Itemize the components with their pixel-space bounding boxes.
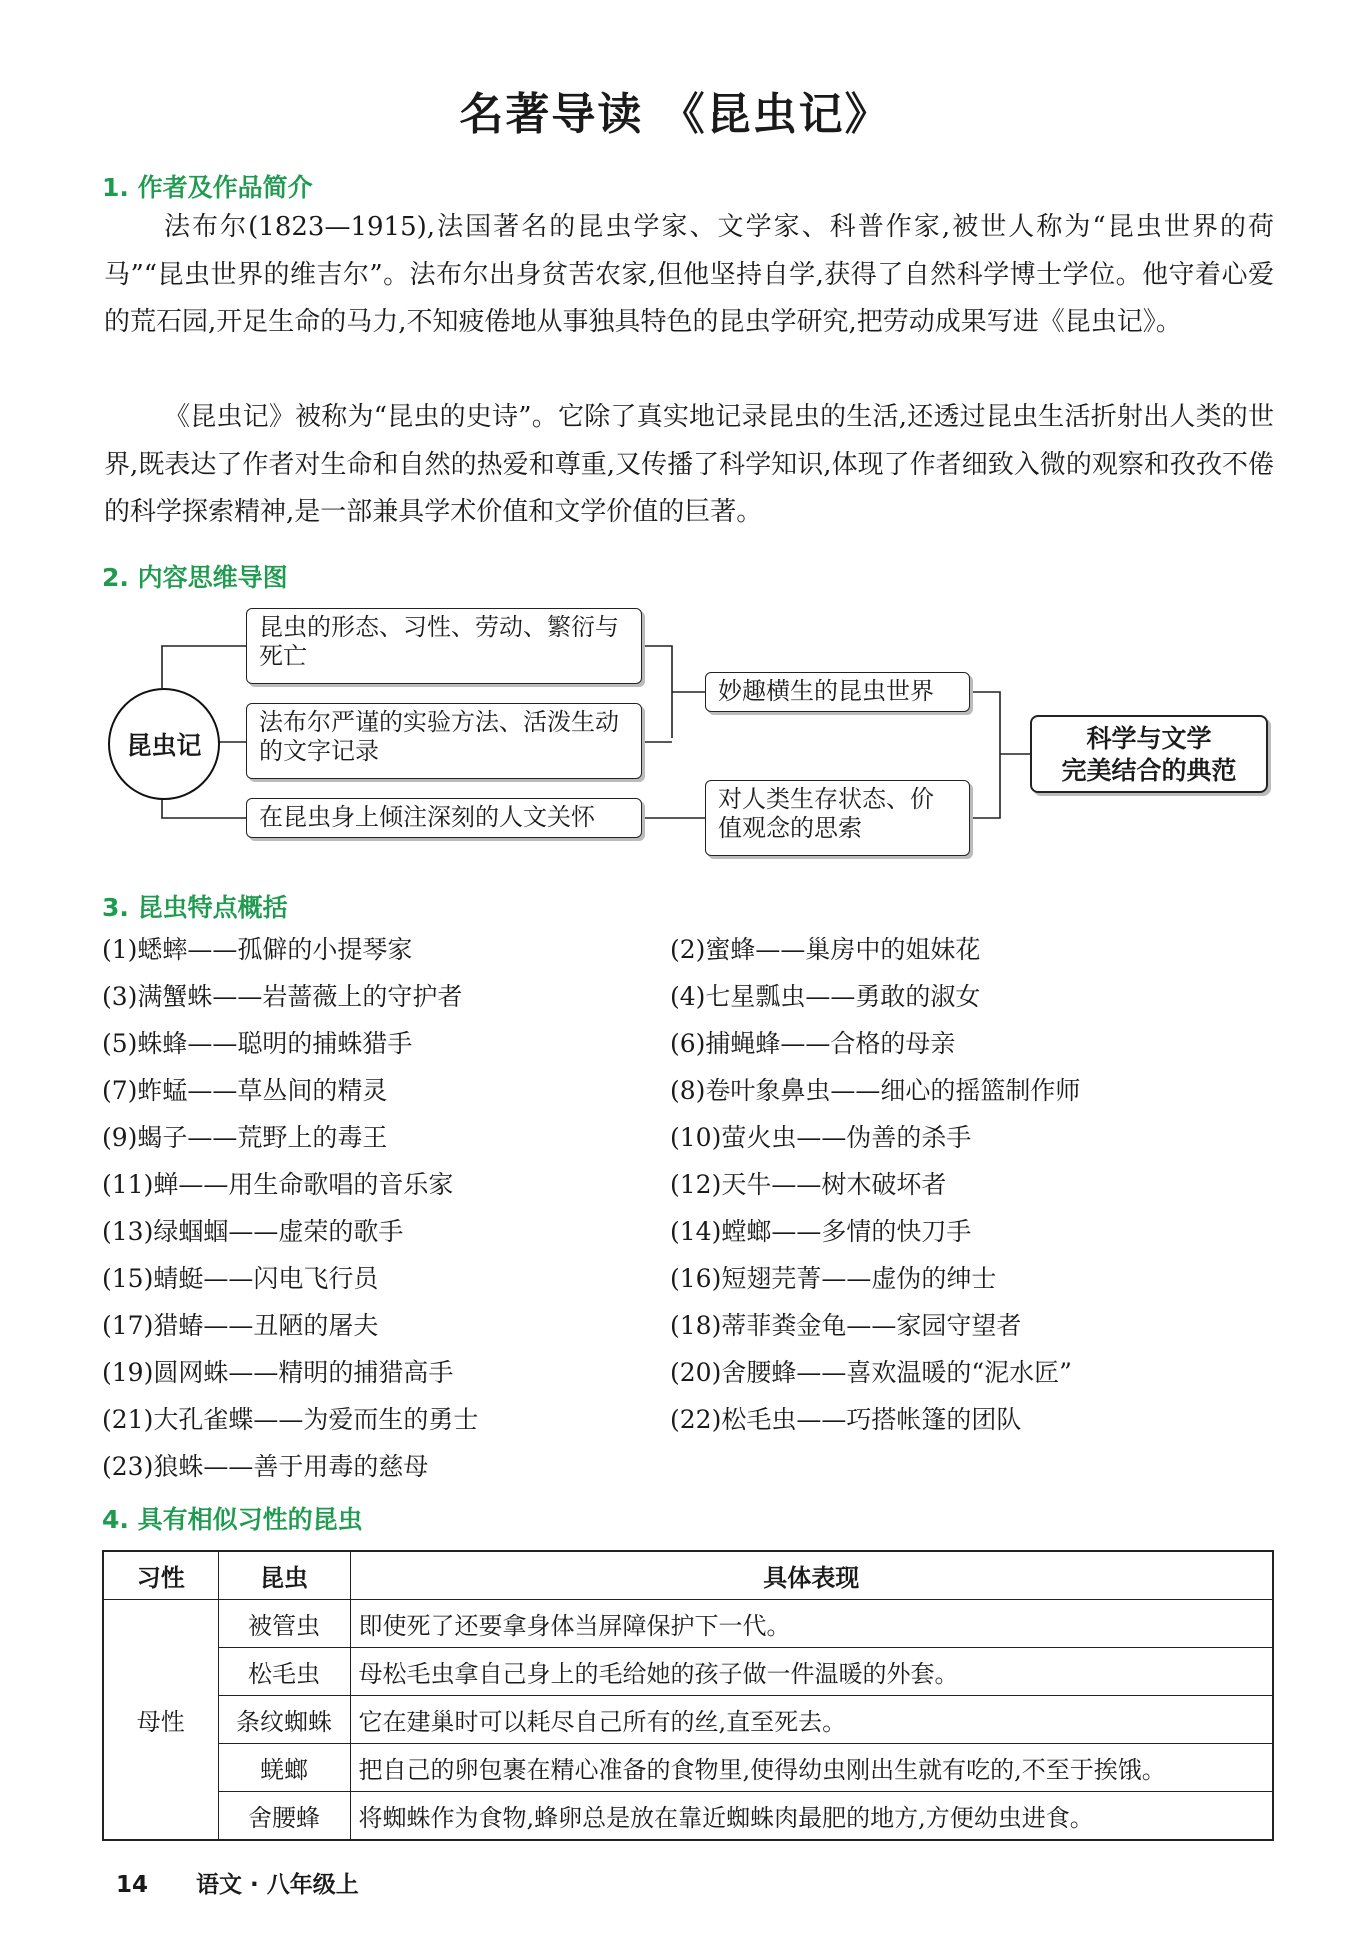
list-item: (11)蝉——用生命歌唱的音乐家 <box>102 1170 454 1199</box>
list-item: (2)蜜蜂——巢房中的姐妹花 <box>670 935 981 964</box>
mind-map-node: 法布尔严谨的实验方法、活泼生动的文字记录 <box>246 703 642 779</box>
list-item: (13)绿蝈蝈——虚荣的歌手 <box>102 1217 404 1246</box>
intro-paragraph-2: 《昆虫记》被称为“昆虫的史诗”。它除了真实地记录昆虫的生活,还透过昆虫生活折射出人类的世界,既表达了作者对生命和自然的热爱和尊重,又传播了科学知识,体现了作者细致入微的观察和孜孜不倦的科学探索精神,是一部兼具学术价值和文学价值的巨著。 <box>104 402 1274 527</box>
insect-cell: 条纹蜘蛛 <box>218 1696 350 1744</box>
section-heading-insects: 3. 昆虫特点概括 <box>102 893 288 922</box>
mind-map-node: 昆虫的形态、习性、劳动、繁衍与死亡 <box>246 608 642 684</box>
book-name: 语文 · 八年级上 <box>196 1872 359 1898</box>
table-row <box>103 1744 1273 1792</box>
column-header: 具体表现 <box>350 1551 1273 1600</box>
list-item: (14)螳螂——多情的快刀手 <box>670 1217 972 1246</box>
table-header-row <box>103 1551 1273 1600</box>
conclusion-line-1: 科学与文学 <box>1086 724 1212 753</box>
table-row <box>103 1648 1273 1696</box>
list-item: (16)短翅芫菁——虚伪的绅士 <box>670 1264 997 1293</box>
mind-map-conclusion <box>1030 715 1268 793</box>
detail-cell: 将蜘蛛作为食物,蜂卵总是放在靠近蜘蛛肉最肥的地方,方便幼虫进食。 <box>350 1792 1273 1841</box>
conclusion-line-2: 完美结合的典范 <box>1061 756 1237 785</box>
list-item: (21)大孔雀蝶——为爱而生的勇士 <box>102 1405 479 1434</box>
page-title: 名著导读 《昆虫记》 <box>459 89 891 140</box>
list-item: (15)蜻蜓——闪电飞行员 <box>102 1264 379 1293</box>
list-item: (23)狼蛛——善于用毒的慈母 <box>102 1452 429 1481</box>
habit-cell: 母性 <box>103 1600 218 1841</box>
table-row <box>103 1696 1273 1744</box>
insect-cell: 蜣螂 <box>218 1744 350 1792</box>
list-item: (7)蚱蜢——草丛间的精灵 <box>102 1076 388 1105</box>
list-item: (1)蟋蟀——孤僻的小提琴家 <box>102 935 413 964</box>
table-row <box>103 1792 1273 1841</box>
page-number: 14 <box>116 1872 149 1898</box>
list-item: (18)蒂菲粪金龟——家园守望者 <box>670 1311 1022 1340</box>
list-item: (9)蝎子——荒野上的毒王 <box>102 1123 388 1152</box>
insect-cell: 舍腰蜂 <box>218 1792 350 1841</box>
detail-cell: 把自己的卵包裹在精心准备的食物里,使得幼虫刚出生就有吃的,不至于挨饿。 <box>350 1744 1273 1792</box>
list-item: (17)猎蝽——丑陋的屠夫 <box>102 1311 379 1340</box>
table-row <box>103 1600 1273 1648</box>
list-item: (10)萤火虫——伪善的杀手 <box>670 1123 972 1152</box>
list-item: (3)满蟹蛛——岩蔷薇上的守护者 <box>102 982 463 1011</box>
page-footer <box>116 1866 359 1899</box>
section-heading-intro: 1. 作者及作品简介 <box>102 173 313 202</box>
detail-cell: 母松毛虫拿自己身上的毛给她的孩子做一件温暖的外套。 <box>350 1648 1273 1696</box>
section-heading-mindmap: 2. 内容思维导图 <box>102 563 288 592</box>
detail-cell: 即使死了还要拿身体当屏障保护下一代。 <box>350 1600 1273 1648</box>
habits-table <box>102 1550 1274 1841</box>
list-item: (19)圆网蛛——精明的捕猎高手 <box>102 1358 454 1387</box>
list-item: (4)七星瓢虫——勇敢的淑女 <box>670 982 981 1011</box>
mind-map-node: 对人类生存状态、价值观念的思索 <box>705 780 970 856</box>
column-header: 昆虫 <box>218 1551 350 1600</box>
list-item: (22)松毛虫——巧搭帐篷的团队 <box>670 1405 1022 1434</box>
mind-map-node: 在昆虫身上倾注深刻的人文关怀 <box>246 798 642 838</box>
section-heading-habits: 4. 具有相似习性的昆虫 <box>102 1505 363 1534</box>
intro-paragraph-1: 法布尔(1823—1915),法国著名的昆虫学家、文学家、科普作家,被世人称为“昆虫世界的荷马”“昆虫世界的维吉尔”。法布尔出身贫苦农家,但他坚持自学,获得了自然科学博士学位。他守着心爱的荒石园,开足生命的马力,不知疲倦地从事独具特色的昆虫学研究,把劳动成果写进《昆虫记》。 <box>104 212 1274 337</box>
list-item: (6)捕蝇蜂——合格的母亲 <box>670 1029 956 1058</box>
column-header: 习性 <box>103 1551 218 1600</box>
list-item: (5)蛛蜂——聪明的捕蛛猎手 <box>102 1029 413 1058</box>
mind-map-node: 妙趣横生的昆虫世界 <box>705 672 970 712</box>
insect-cell: 松毛虫 <box>218 1648 350 1696</box>
detail-cell: 它在建巢时可以耗尽自己所有的丝,直至死去。 <box>350 1696 1273 1744</box>
list-item: (20)舍腰蜂——喜欢温暖的“泥水匠” <box>670 1358 1072 1387</box>
list-item: (12)天牛——树木破坏者 <box>670 1170 947 1199</box>
insect-cell: 被管虫 <box>218 1600 350 1648</box>
list-item: (8)卷叶象鼻虫——细心的摇篮制作师 <box>670 1076 1081 1105</box>
mind-map-center: 昆虫记 <box>108 688 220 800</box>
